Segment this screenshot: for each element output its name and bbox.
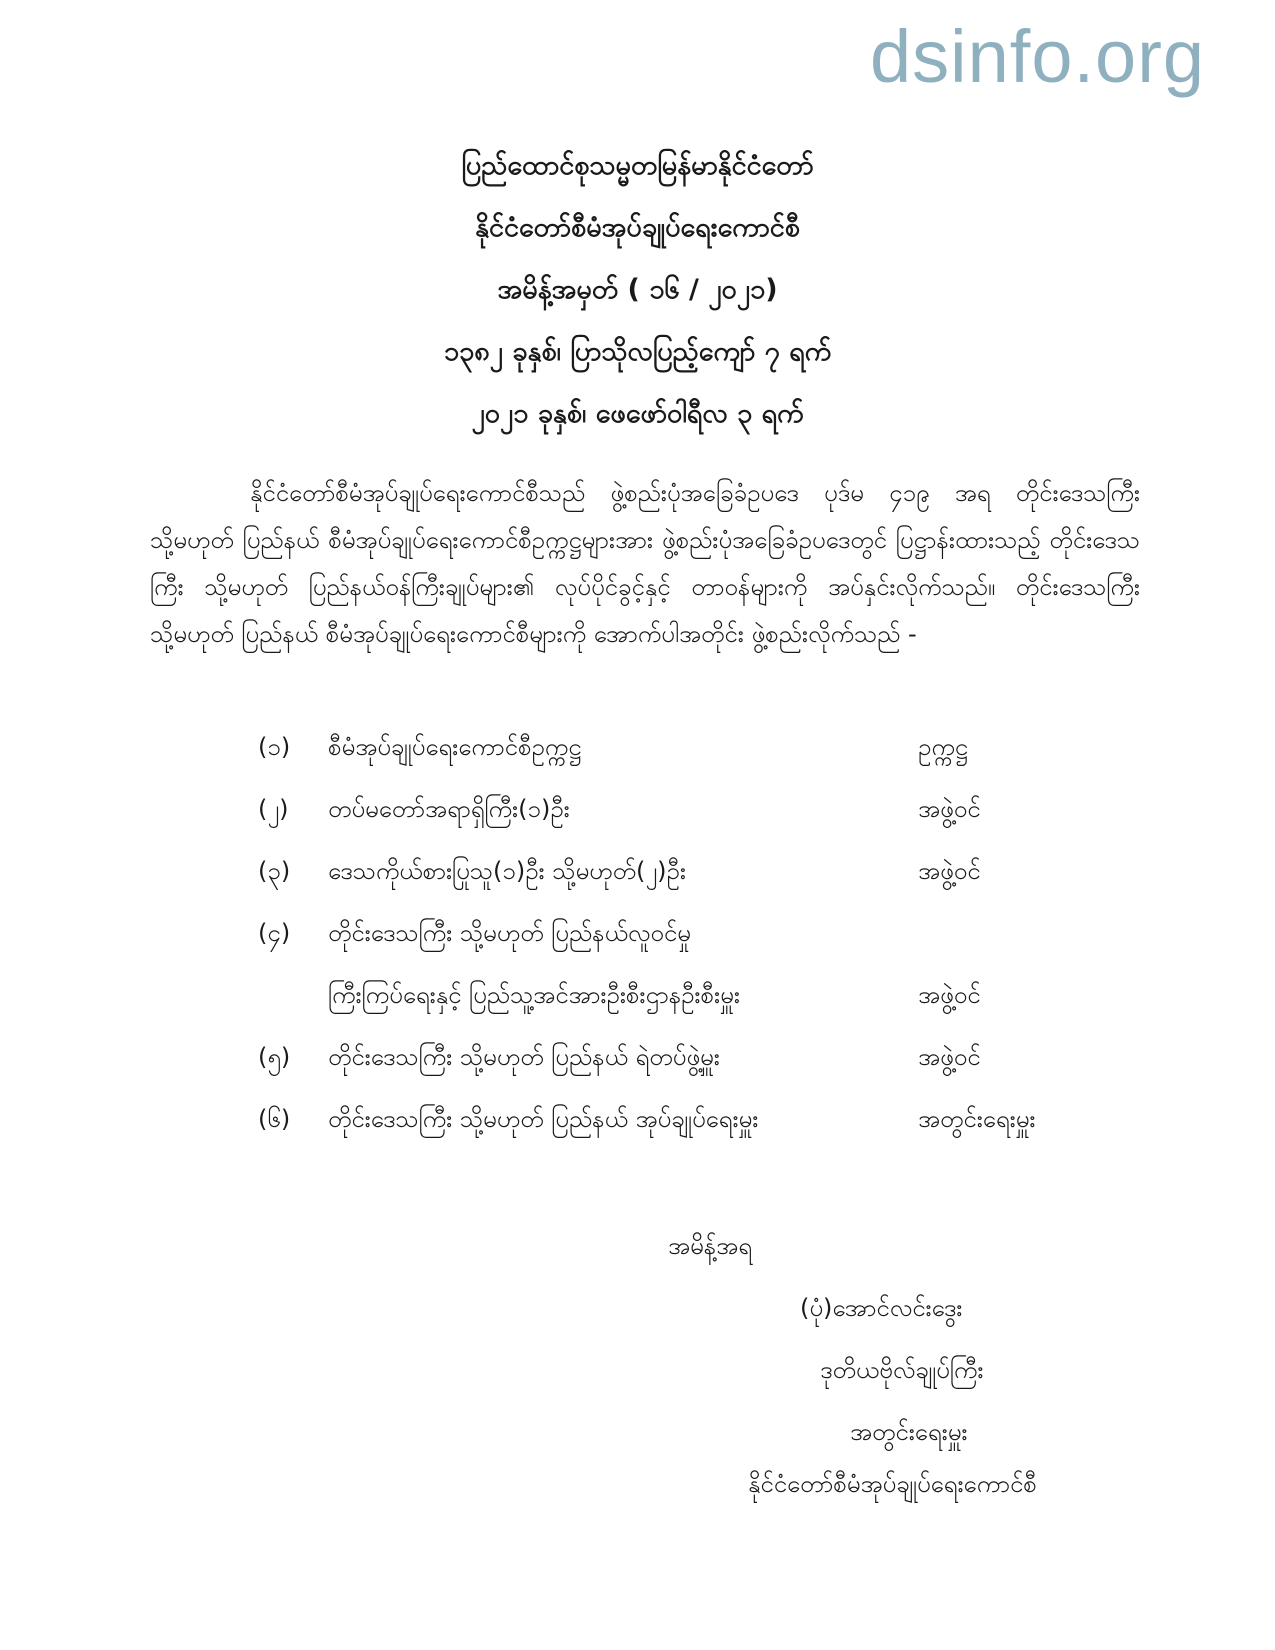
item-role: အဖွဲ့ဝင် (918, 795, 981, 823)
item-name: တိုင်းဒေသကြီး သို့မဟုတ် ပြည်နယ် ရဲတပ်ဖွဲ့မှူး (328, 1043, 720, 1071)
item-role: အတွင်းရေးမှူး (918, 1105, 1036, 1133)
header-council-name: နိုင်ငံတော်စီမံအုပ်ချုပ်ရေးကောင်စီ (475, 212, 800, 243)
signatory-rank: ဒုတိယဗိုလ်ချုပ်ကြီး (820, 1356, 984, 1384)
header-gregorian-date: ၂၀၂၁ ခုနှစ်၊ ဖေဖော်ဝါရီလ ၃ ရက် (471, 398, 804, 429)
signatory-position: အတွင်းရေးမှူး (850, 1418, 968, 1446)
member-list (0, 732, 1275, 1166)
header-country-name: ပြည်ထောင်စုသမ္မတမြန်မာနိုင်ငံတော် (461, 150, 814, 181)
list-item (0, 732, 1275, 794)
item-number: (၂) (258, 795, 289, 823)
header-order-number: အမိန့်အမှတ် ( ၁၆ / ၂၀၂၁) (497, 274, 778, 305)
item-role: အဖွဲ့ဝင် (918, 1043, 981, 1071)
item-number: (၆) (258, 1105, 291, 1133)
item-name: ကြီးကြပ်ရေးနှင့် ပြည်သူ့အင်အားဦးစီးဌာနဦးစီးမှူး (328, 981, 740, 1009)
header-myanmar-date: ၁၃၈၂ ခုနှစ်၊ ပြာသိုလပြည့်ကျော် ၇ ရက် (443, 336, 832, 367)
item-number: (၃) (258, 857, 291, 885)
list-item (0, 918, 1275, 980)
list-item (0, 794, 1275, 856)
signatory-organization: နိုင်ငံတော်စီမံအုပ်ချုပ်ရေးကောင်စီ (748, 1470, 1037, 1498)
by-order-label: အမိန့်အရ (668, 1232, 752, 1260)
item-number: (၁) (258, 733, 291, 761)
list-item (0, 1104, 1275, 1166)
item-name: တပ်မတော်အရာရှိကြီး(၁)ဦး (328, 795, 570, 823)
item-number: (၄) (258, 919, 291, 947)
body-paragraph: နိုင်ငံတော်စီမံအုပ်ချုပ်ရေးကောင်စီသည် ဖွဲ့စည်းပုံအခြေခံဥပဒေ ပုဒ်မ ၄၁၉ အရ တိုင်းဒေသကြီး သို့မဟုတ် ပြည်နယ် စီမံအုပ်ချုပ်ရေးကောင်စီဥက္ကဋ္ဌများအား ဖွဲ့စည်းပုံအခြေခံဥပဒေတွင် ပြဋ္ဌာန်းထားသည့် တိုင်းဒေသကြီး သို့မဟုတ် ပြည်နယ်ဝန်ကြီးချုပ်များ၏ လုပ်ပိုင်ခွင့်နှင့် တာဝန်များကို အပ်နှင်းလိုက်သည်။ တိုင်းဒေသကြီး သို့မဟုတ် ပြည်နယ် စီမံအုပ်ချုပ်ရေးကောင်စီများကို အောက်ပါအတိုင်း ဖွဲ့စည်းလိုက်သည် - (150, 479, 1140, 648)
watermark-text: dsinfo.org (870, 15, 1205, 98)
item-name: တိုင်းဒေသကြီး သို့မဟုတ် ပြည်နယ်လူဝင်မှု (328, 919, 691, 947)
item-role: ဥက္ကဋ္ဌ (918, 733, 968, 761)
item-name: ဒေသကိုယ်စားပြုသူ(၁)ဦး သို့မဟုတ်(၂)ဦး (328, 857, 686, 885)
list-item (0, 1042, 1275, 1104)
item-role: အဖွဲ့ဝင် (918, 857, 981, 885)
item-name: စီမံအုပ်ချုပ်ရေးကောင်စီဥက္ကဋ္ဌ (328, 733, 582, 761)
item-number: (၅) (258, 1043, 291, 1071)
list-item (0, 856, 1275, 918)
document-header (0, 150, 1275, 460)
list-item (0, 980, 1275, 1042)
item-name: တိုင်းဒေသကြီး သို့မဟုတ် ပြည်နယ် အုပ်ချုပ်ရေးမှူး (328, 1105, 759, 1133)
signatory-name: (ပုံ)အောင်လင်းဒွေး (800, 1294, 963, 1322)
item-role: အဖွဲ့ဝင် (918, 981, 981, 1009)
